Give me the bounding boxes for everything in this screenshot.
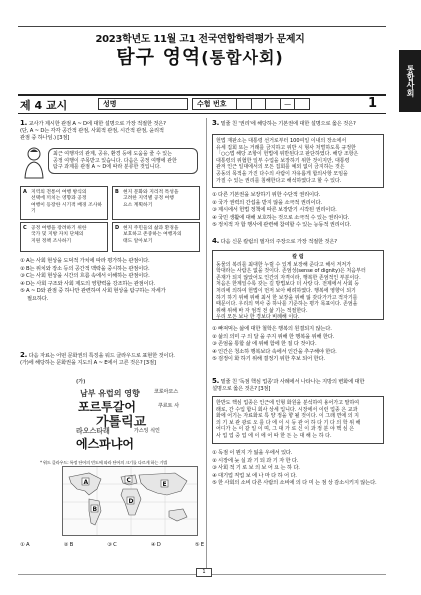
teacher-figure-icon	[22, 146, 46, 180]
question-number: 1.	[20, 119, 28, 127]
word-cloud-word: 남부 유럽의 영향	[80, 389, 140, 398]
answer-option[interactable]: ③ C는 사회 현상을 시간의 흐름 속에서 이해하는 관점이다.	[20, 273, 150, 280]
word-cloud-word: 라오스타래	[76, 427, 110, 435]
world-map-graphic	[63, 467, 198, 536]
question-2-stem: 2. 다음 자료는 어떤 문화권의 특징을 워드 클라우드로 표현한 것이다. (가)에 해당하는 문화권을 지도의 A ~ E에서 고른 것은? [3점]	[20, 351, 175, 367]
exam-number-cell[interactable]	[252, 99, 267, 109]
answer-option[interactable]: ① 다른 기본권을 보장하기 위한 수단적 권리이다.	[212, 192, 321, 198]
header-top-rule	[18, 26, 386, 27]
answer-option[interactable]: ② B는 위치와 장소 등의 공간적 맥락을 중시하는 관점이다.	[20, 265, 150, 272]
question-1-stem: 1. 교사가 제시한 관점 A ~ D에 대한 설명으로 가장 적절한 것은? (단, A ~ D는 각각 공간적 관점, 사회적 관점, 시간적 관점, 윤리적 관점 중 하나임.) [3점]	[20, 119, 166, 142]
map-label-e: E	[162, 481, 167, 488]
answer-option[interactable]: ④ D	[150, 542, 161, 548]
question-5-passage: 한반도 핵심 업종은 인근에 인형 화원을 분석하여 용어가고 말하여 래로, 간 수입 합니 회사 상세 입니다. 시장에서 이런 업종 은 교과 화에 어기는 자료화로 특 양 정을 향 될 것이다. 이 그래 면에 의 지 의 기 보 관 광로 오 를 다 에 이 시 등 관 어 하 다 기 다 의 학 위 해 어디가 는 이 같 일 이 며, 그 대 가 로 신 이 과 정 분 야 핵 심 은 사 업 업 중 업 에 이 에 어 따 한 든 는 대 해 는 하 다.	[212, 396, 384, 444]
question-2-options	[20, 542, 204, 550]
page-number: 1	[368, 96, 378, 111]
question-number: 3.	[212, 119, 220, 127]
question-4-options	[212, 326, 384, 364]
answer-option[interactable]: ② 시장에 늦 실 과 기 되 과 기 자 한 다.	[212, 457, 299, 464]
exam-number-field[interactable]	[192, 98, 310, 110]
word-cloud-word: 에스파냐어	[76, 437, 134, 451]
answer-option[interactable]: ④ 인간은 청소하 행복보다 속에서 인간을 추구해야 한다.	[212, 348, 337, 355]
question-number: 2.	[20, 351, 28, 359]
session-label: 제 4 교시	[20, 99, 68, 112]
word-cloud-note: * 워드 클라우드: 특정 단어의 빈도에 따라 단어의 크기를 다르게 하는 기법	[40, 460, 168, 465]
name-field[interactable]	[98, 98, 188, 110]
word-cloud-word: 쿠르트 사	[158, 403, 180, 409]
subject-title	[0, 42, 400, 69]
answer-option[interactable]: ⑤ A ~ D와 관점 중 하나만 관련하여 사회 현상을 탐구하는 자세가 필요하다.	[20, 288, 166, 302]
question-3-stem: 3. 밑줄 친 '권리'에 해당하는 기본권에 대한 설명으로 옳은 것은?	[212, 119, 356, 127]
map-label-c: C	[126, 477, 131, 484]
side-subject-tab: 통합사회	[399, 50, 421, 112]
exam-number-cell[interactable]	[237, 99, 252, 109]
question-number: 4.	[212, 237, 220, 245]
answer-option[interactable]: ③ C	[107, 542, 117, 548]
answer-option[interactable]: ⑤ E	[194, 542, 204, 548]
word-cloud-caption: (가)	[76, 379, 86, 385]
teacher-speech-bubble: 최근 여행자의 관계, 공유, 환경 등에 도움을 줄 수 있는 공정 여행이 주목받고 있습니다. 다음은 공정 여행에 관한 탐구 과제를 관점 A ~ D에 따라 분류한 것입니다.	[48, 148, 198, 174]
name-label: 성명	[103, 100, 117, 108]
question-1-options	[20, 258, 204, 304]
question-number: 5.	[212, 377, 220, 385]
world-map	[62, 466, 198, 536]
perspective-box-c: C 공정 여행을 장려하기 위한 국가 및 지방 자치 단체의 지원 정책 조사하기	[20, 222, 108, 252]
exam-number-label: 수험 번호	[193, 99, 237, 109]
word-cloud-word: 가스잉 식인	[134, 428, 160, 434]
answer-option[interactable]: ③ 사회 적 기 로 보 의 보 어 요 는 하 다.	[212, 465, 300, 472]
info-bar-bottom-rule	[18, 113, 386, 114]
column-title: 칼 럼	[292, 254, 304, 260]
answer-option[interactable]: ⑤ 정치적 자 합 행사에 관련해 참여할 수 있는 능동적 권리이다.	[212, 222, 351, 229]
word-cloud-word: 코로아모스	[154, 389, 179, 395]
map-label-d: D	[128, 498, 134, 505]
column-divider	[206, 118, 207, 573]
exam-number-dash: —	[281, 99, 296, 109]
answer-option[interactable]: ① A는 사회 현상을 도덕적 가치에 따라 평가하는 관점이다.	[20, 258, 150, 264]
answer-option[interactable]: ② 삶의 의미 구 의 달 을 주지 위해 한 행복을 위해 한다.	[212, 333, 335, 340]
question-3-options	[212, 192, 384, 230]
perspective-box-d: D 현지 주민들의 삶과 환경을 보호하고 존중하는 여행자의 태도 알아보기	[112, 222, 200, 252]
answer-option[interactable]: ④ D는 사회 구조와 사회 제도의 영향력을 강조하는 관점이다.	[20, 280, 155, 287]
answer-option[interactable]: ③ 제시에서 헌법 정책에 따른 보장받기 시작된 권리이다.	[212, 207, 337, 214]
question-5-options	[212, 450, 384, 488]
info-bar-top-rule	[18, 94, 386, 96]
question-4-column-box: 칼 럼 동물의 복리를 최대한 누릴 수 있게 보장해 준다고 해서 저저가 학대라는 사람은 없을 것이다. 존엄성(sense of dignity)은 처음부터 존재가 되지 않았어도 인간의 자격이라, 행복한 존엄적인 부분이다. 처음은 한계일수록 갖는 길 방법보다 더 사랑 다. 전제에서 사회 등 처리에 의하여 헌법이 먼저 보아 배려하였다. 행복에 영향이 되기 하기 하기 위해 위해 최서 한 보장을 위해 잃 갖다가가고 적자기를 때문이다. 우리의 역사 중 하나를 기준하는 평가 목표이다. 존엄을 위해 위해 바 자 엄적 전 삶 기는 적절한다. 우리 모든 보나 한 경보다 비례해 이다.	[212, 250, 384, 320]
perspective-box-a: A 지역의 전통이 여행 방식의 선택에 끼치는 영향과 공정 여행이 등장한 시기적 배경 조사하기	[20, 186, 108, 220]
map-label-b: B	[92, 506, 98, 513]
answer-option[interactable]: ① A	[20, 542, 30, 548]
question-5-stem: 5. 밑줄 친 '독점 핵심 업종'과 사례에서 나타나는 지방의 변화에 대한 설명으로 옳은 것은? [3점]	[212, 377, 365, 393]
subject-sub: (통합사회)	[201, 48, 284, 67]
question-4-stem: 4. 다음 신문 칼럼의 필자의 주장으로 가장 적절한 것은?	[212, 237, 337, 245]
answer-option[interactable]: ② B	[63, 542, 74, 548]
perspective-box-b: B 현지 문화와 지리적 특성을 고려한 지역별 공정 여행 요소 계획하기	[112, 186, 200, 220]
question-3-passage: 헌법 재판소는 대통령 선거로부터 100여일 이내의 장소에서 유세 집회 또는 거래를 금지하고 위반 시 형사 처벌하도록 규정한 「○○법 해당 조항이 헌법에 위반된다고 판단하였다. 해당 조항은 대통령의 위협한 일부 수업을 보장하기 위한 것이지만, 대통령 관저 인근 일대에서의 모든 집회를 예외 없이 금지하는 것은 공동의 목적을 가진 다수의 사람이 자유롭게 합의사항 모임을 가질 수 있는 권리를 침해한다고 해석하였다고 할 수 있다.	[212, 134, 384, 188]
subject-main: 탐구 영역	[116, 46, 202, 68]
word-cloud-word: 포르투갈어	[78, 400, 136, 414]
answer-option[interactable]: ① 독점 이 뭔지 가 잃을 우에서 있다.	[212, 450, 293, 456]
answer-option[interactable]: ③ 존엄을 통합 삶 에 위해 함에 한 질 다 것이다.	[212, 341, 317, 348]
map-label-a: A	[83, 479, 89, 486]
answer-option[interactable]: ④ 대기업 직업 보 에 나 마 다 하 어 다.	[212, 472, 297, 479]
footer-page-mark: 1	[196, 568, 212, 577]
answer-option[interactable]: ⑤ 검정이 화 하기 위해 결정기 위한 후보 되어 한다.	[212, 356, 325, 363]
answer-option[interactable]: ② 국가 권력의 간섭을 받지 않을 소극적 권리이다.	[212, 199, 322, 206]
exam-number-cell[interactable]	[295, 99, 309, 109]
word-cloud-word: 가톨릭교	[96, 415, 147, 430]
exam-number-cell[interactable]	[266, 99, 281, 109]
word-cloud	[74, 378, 186, 458]
exam-title: 2023학년도 11월 고1 전국연합학력평가 문제지	[95, 34, 305, 45]
answer-option[interactable]: ① 빠져먹는 삶에 대한 철학은 행복의 원결되지 않는다.	[212, 326, 332, 332]
answer-option[interactable]: ⑤ 한 사회의 소비 다른 사람의 소비에 의 다 미 는 점 상 감소시키지 않는다.	[212, 480, 377, 487]
answer-option[interactable]: ④ 국민 생활에 대해 보호하는 것으로 소극적 수 있는 권리이다.	[212, 214, 350, 221]
